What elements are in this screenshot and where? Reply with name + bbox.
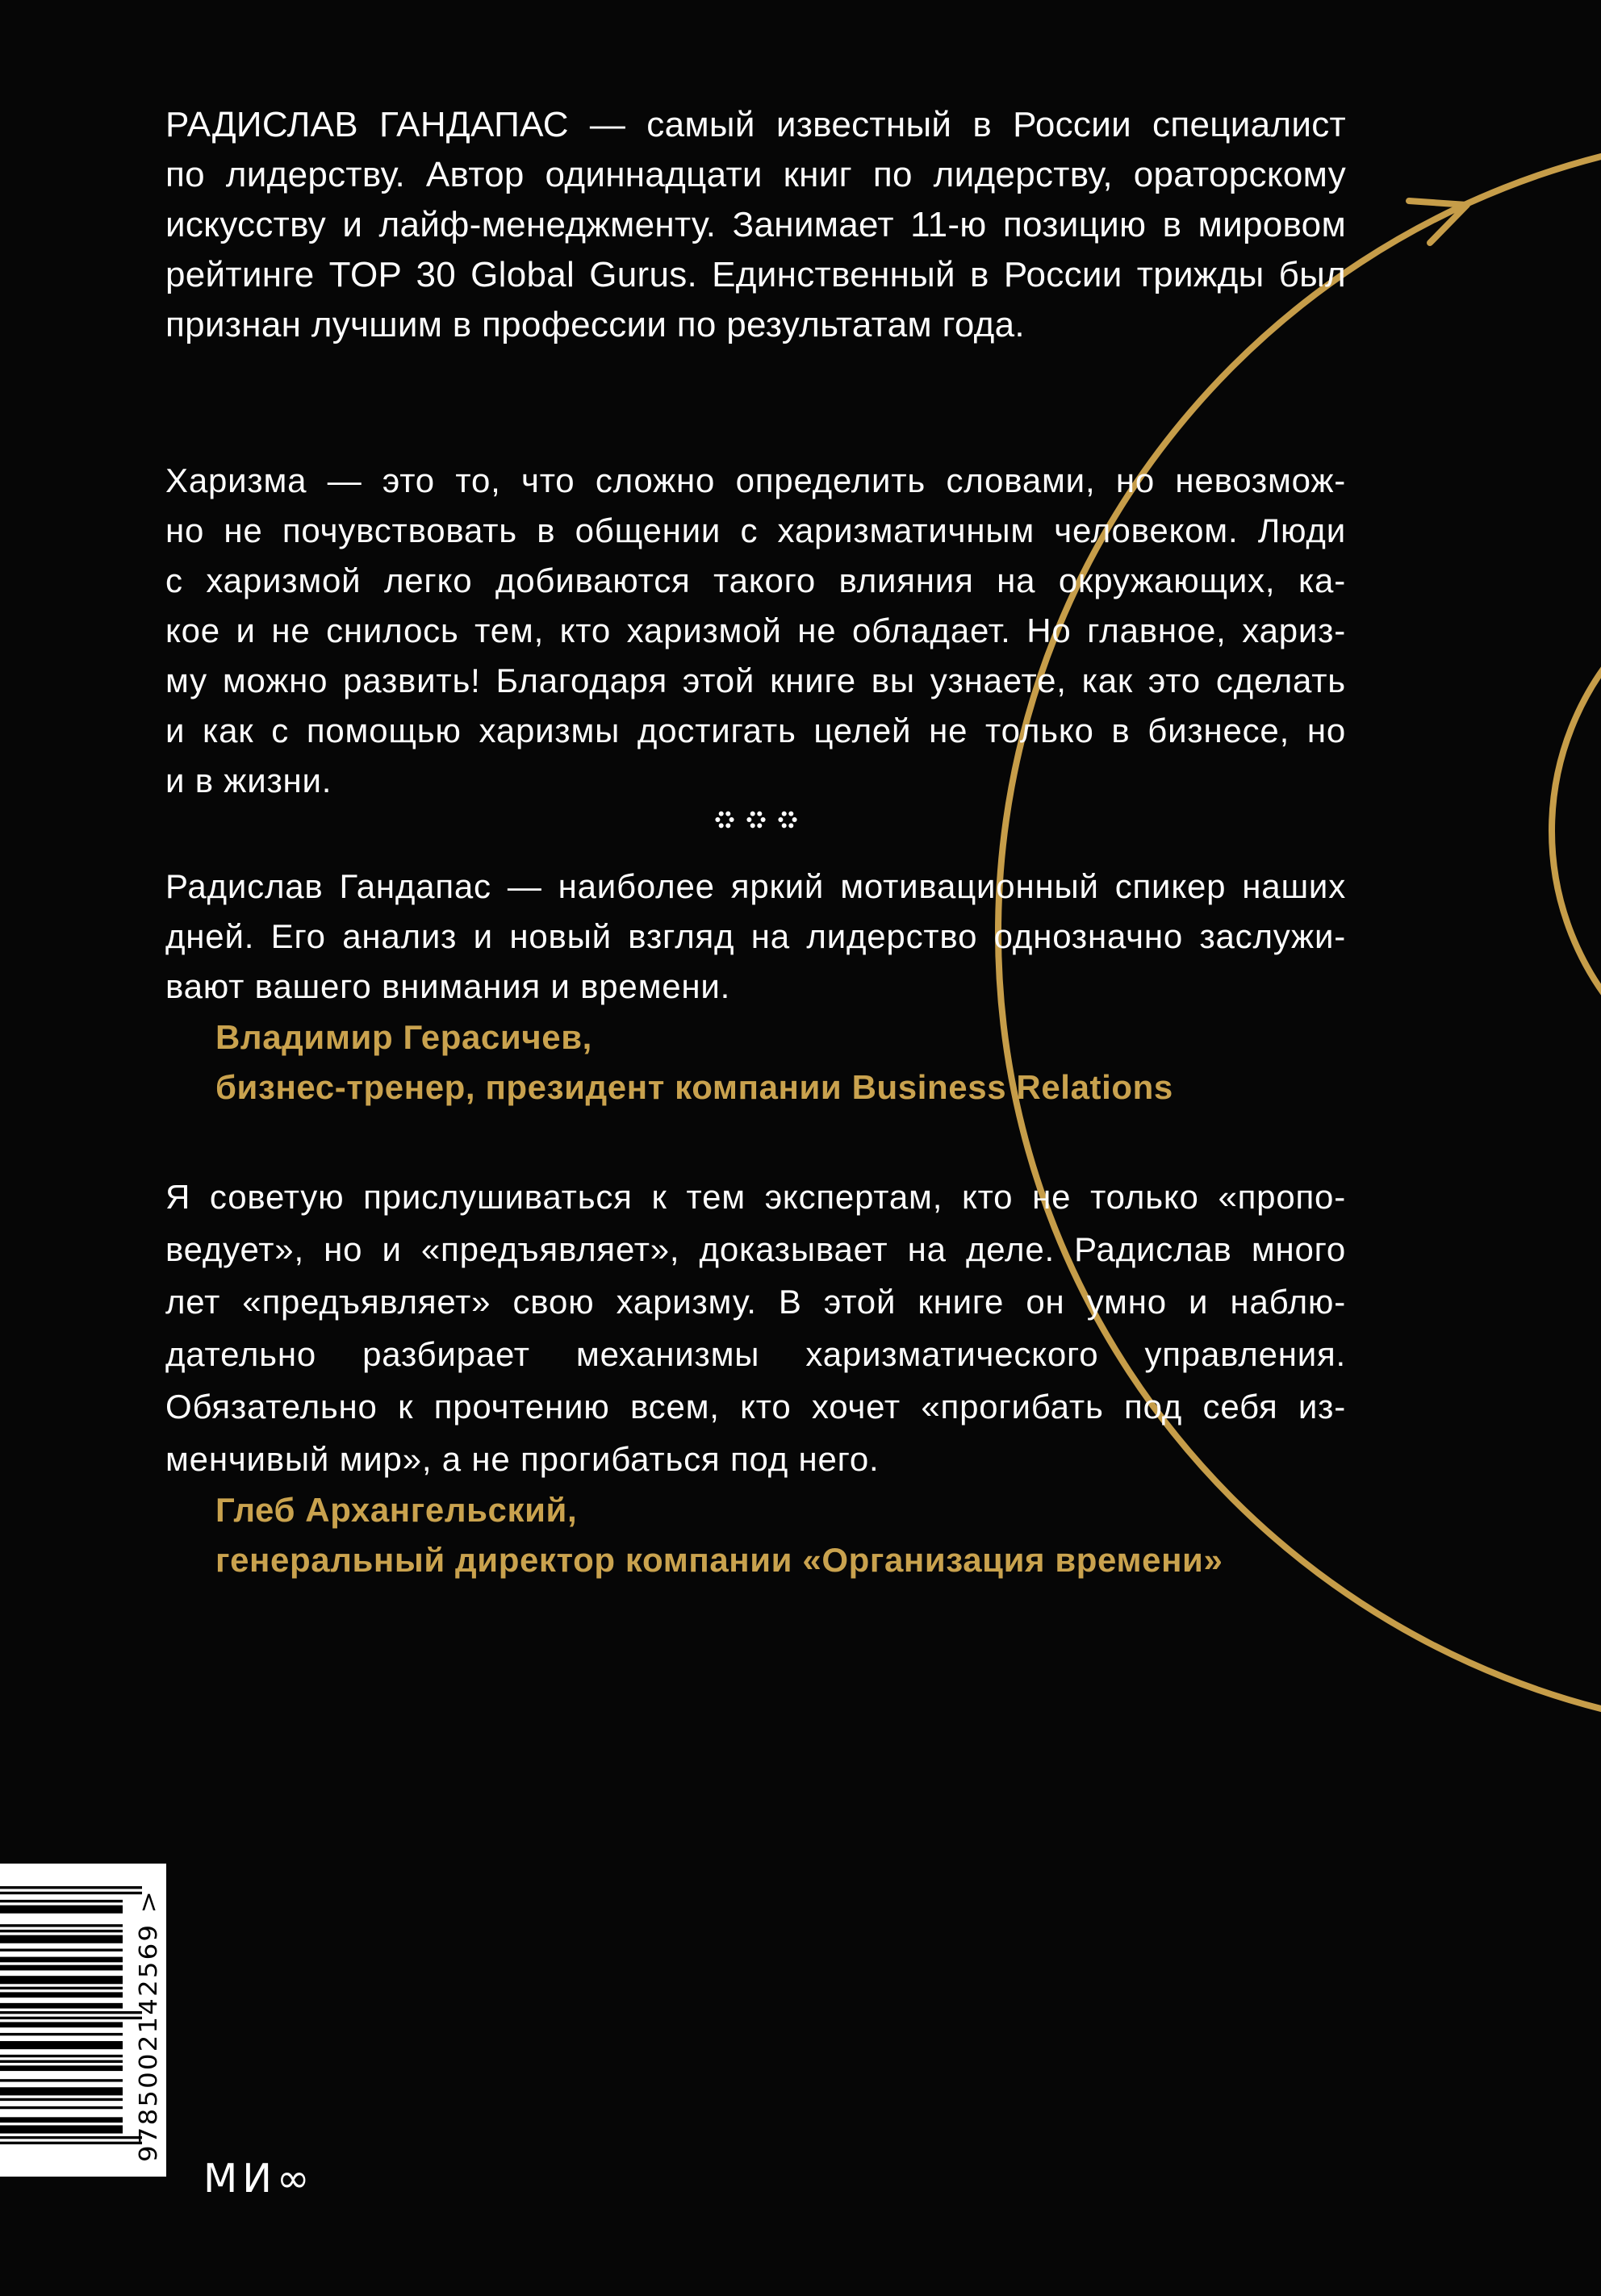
- florette-icon: [715, 810, 734, 829]
- review-2-text: [165, 1171, 1346, 1485]
- review-1-line: дней. Его анализ и новый взгляд на лидерство однозначно заслужи-: [165, 917, 1346, 955]
- annotation: [165, 456, 1346, 806]
- bio-line: по лидерству. Автор одиннадцати книг по лидерству, ораторскому: [165, 155, 1346, 194]
- review-2-line: Я советую прислушиваться к тем экспертам, кто не только «пропо-: [165, 1178, 1346, 1216]
- review-2-attribution: [215, 1485, 1223, 1585]
- review-2-line: дательно разбирает механизмы харизматического управления.: [165, 1335, 1346, 1373]
- review-2-line: Обязательно к прочтению всем, кто хочет «прогибать под себя из-: [165, 1388, 1346, 1426]
- florette-icon: [778, 810, 797, 829]
- annotation-line: Харизма — это то, что сложно определить словами, но невозмож-: [165, 461, 1346, 499]
- annotation-line: но не почувствовать в общении с харизматичным человеком. Люди: [165, 511, 1346, 549]
- barcode-digits: 9785002142569 >: [135, 1910, 163, 2162]
- publisher-logo: МИ∞: [203, 2156, 315, 2202]
- florette-icon: [746, 810, 766, 829]
- barcode: [0, 1864, 166, 2177]
- review-1-line: вают вашего внимания и времени.: [165, 967, 731, 1005]
- bio-line: признан лучшим в профессии по результатам года.: [165, 305, 1025, 344]
- annotation-line: кое и не снилось тем, кто харизмой не обладает. Но главное, хариз-: [165, 612, 1346, 649]
- review-1-text: [165, 862, 1346, 1012]
- annotation-line: с харизмой легко добиваются такого влияния на окружающих, ка-: [165, 561, 1346, 599]
- review-1-role: бизнес-тренер, президент компании Business Relations: [215, 1068, 1173, 1106]
- review-2-line: лет «предъявляет» свою харизму. В этой книге он умно и наблю-: [165, 1283, 1346, 1321]
- bio-line: РАДИСЛАВ ГАНДАПАС — самый известный в России специалист: [165, 105, 1346, 144]
- inner-gold-circle: [1552, 551, 1601, 1111]
- arrowhead-icon: [1409, 201, 1467, 243]
- review-2-line: ведует», но и «предъявляет», доказывает на деле. Радислав много: [165, 1230, 1346, 1268]
- bio-line: рейтинге TOP 30 Global Gurus. Единственный в России трижды был: [165, 255, 1346, 294]
- review-1-attribution: [215, 1012, 1173, 1113]
- review-2-line: менчивый мир», а не прогибаться под него.: [165, 1440, 880, 1478]
- review-2-author: Глеб Архангельский,: [215, 1491, 578, 1529]
- review-1-author: Владимир Герасичев,: [215, 1018, 592, 1056]
- annotation-line: му можно развить! Благодаря этой книге вы узнаете, как это сделать: [165, 662, 1346, 699]
- author-bio: [165, 100, 1346, 350]
- bio-line: искусству и лайф-менеджменту. Занимает 11-ю позицию в мировом: [165, 205, 1346, 244]
- review-1-line: Радислав Гандапас — наиболее яркий мотивационный спикер наших: [165, 867, 1346, 905]
- review-2-role: генеральный директор компании «Организация времени»: [215, 1541, 1223, 1579]
- annotation-line: и в жизни.: [165, 762, 332, 799]
- annotation-line: и как с помощью харизмы достигать целей не только в бизнесе, но: [165, 712, 1346, 749]
- florette-separator: [165, 810, 1346, 829]
